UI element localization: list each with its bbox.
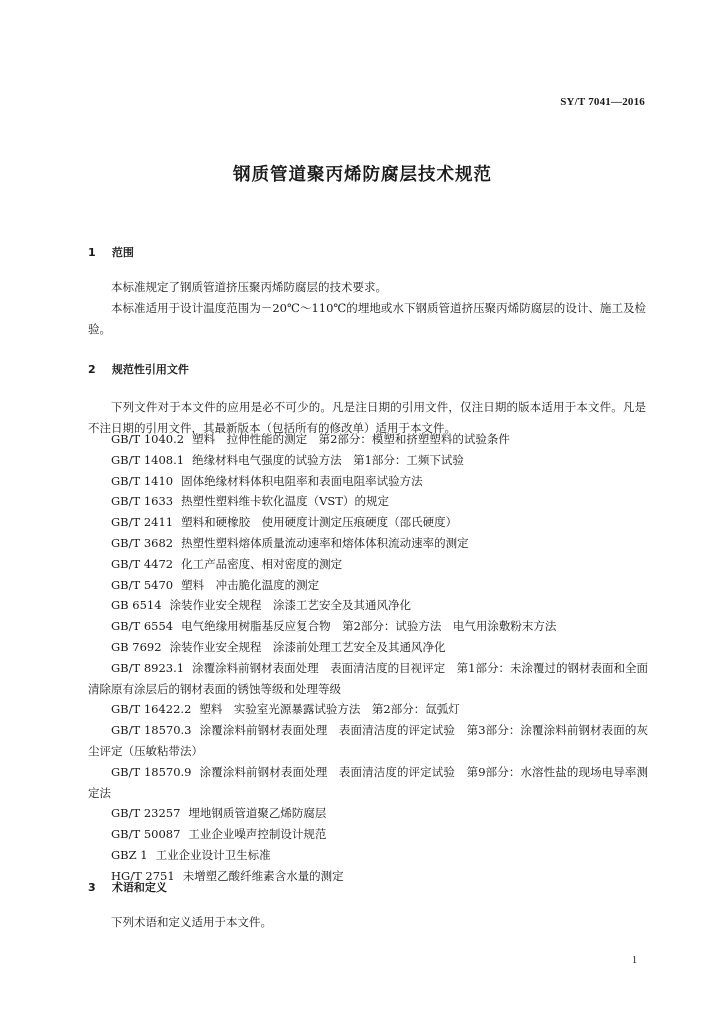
reference-item [88, 866, 648, 887]
reference-title: 工业企业噪声控制设计规范 [188, 827, 327, 842]
reference-title: 塑料 实验室光源暴露试验方法 第2部分：氙弧灯 [199, 702, 460, 717]
section-2-heading [88, 361, 189, 377]
reference-item [88, 512, 648, 533]
reference-code: GB 6514 [111, 598, 162, 613]
reference-title: 涂覆涂料前钢材表面处理 表面清洁度的评定试验 第9部分：水溶性盐的现场电导率测定法 [88, 764, 649, 800]
reference-title: 工业企业设计卫生标准 [155, 847, 271, 862]
reference-item [88, 762, 648, 804]
reference-item [88, 803, 648, 824]
reference-item [88, 699, 648, 720]
reference-item [88, 429, 648, 450]
reference-code: HG/T 2751 [111, 868, 175, 883]
reference-item [88, 554, 648, 575]
reference-title: 涂装作业安全规程 涂漆前处理工艺安全及其通风净化 [169, 639, 446, 654]
section-title: 范围 [111, 246, 134, 259]
section-number: 3 [88, 881, 96, 894]
reference-item [88, 616, 648, 637]
reference-item [88, 845, 648, 866]
reference-title: 化工产品密度、相对密度的测定 [181, 556, 343, 571]
reference-item [88, 595, 648, 616]
terms-intro: 下列术语和定义适用于本文件。 [111, 915, 272, 929]
reference-item [88, 658, 648, 700]
section-3-heading [88, 879, 167, 895]
section-1-heading [88, 244, 134, 260]
reference-title: 埋地钢质管道聚乙烯防腐层 [188, 806, 327, 821]
reference-item [88, 720, 648, 762]
reference-code: GB 7692 [111, 639, 162, 654]
reference-code: GB/T 6554 [111, 619, 174, 634]
scope-paragraph-2: 本标准适用于设计温度范围为－20℃～110℃的埋地或水下钢质管道挤压聚丙烯防腐层的设计、施工及检验。 [88, 301, 646, 336]
reference-code: GB/T 50087 [111, 827, 181, 842]
reference-code: GB/T 1410 [111, 473, 174, 488]
document-title: 钢质管道聚丙烯防腐层技术规范 [233, 165, 492, 185]
reference-title: 未增塑乙酸纤维素含水量的测定 [182, 868, 344, 883]
reference-code: GB/T 23257 [111, 806, 181, 821]
reference-item [88, 824, 648, 845]
reference-code: GB/T 2411 [111, 515, 174, 530]
reference-item [88, 450, 648, 471]
reference-code: GB/T 18570.3 [111, 723, 192, 738]
reference-title: 塑料和硬橡胶 使用硬度计测定压痕硬度（邵氏硬度） [181, 515, 458, 530]
reference-code: GB/T 3682 [111, 535, 174, 550]
reference-code: GB/T 1408.1 [111, 452, 185, 467]
reference-title: 绝缘材料电气强度的试验方法 第1部分：工频下试验 [192, 452, 464, 467]
section-title: 规范性引用文件 [111, 363, 189, 376]
reference-code: GBZ 1 [111, 847, 148, 862]
reference-code: GB/T 4472 [111, 556, 174, 571]
reference-item [88, 491, 648, 512]
reference-code: GB/T 18570.9 [111, 764, 192, 779]
reference-title: 电气绝缘用树脂基反应复合物 第2部分：试验方法 电气用涂敷粉末方法 [181, 619, 557, 634]
reference-code: GB/T 5470 [111, 577, 174, 592]
reference-code: GB/T 8923.1 [111, 660, 185, 675]
reference-item [88, 533, 648, 554]
reference-title: 热塑性塑料熔体质量流动速率和熔体体积流动速率的测定 [181, 535, 469, 550]
reference-code: GB/T 1040.2 [111, 432, 185, 446]
reference-item [88, 637, 648, 658]
reference-title: 涂覆涂料前钢材表面处理 表面清洁度的目视评定 第1部分：未涂覆过的钢材表面和全面清除原有涂层后的钢材表面的锈蚀等级和处理等级 [88, 660, 649, 696]
reference-title: 塑料 冲击脆化温度的测定 [181, 577, 320, 592]
section-number: 2 [88, 363, 96, 376]
standard-code: SY/T 7041—2016 [560, 96, 645, 108]
section-title: 术语和定义 [111, 881, 167, 894]
reference-title: 涂装作业安全规程 涂漆工艺安全及其通风净化 [169, 598, 412, 613]
reference-item [88, 471, 648, 492]
reference-title: 涂覆涂料前钢材表面处理 表面清洁度的评定试验 第3部分：涂覆涂料前钢材表面的灰尘评定（压敏粘带法） [88, 723, 649, 758]
reference-item [88, 575, 648, 596]
reference-list [88, 429, 648, 887]
scope-paragraph-1: 本标准规定了钢质管道挤压聚丙烯防腐层的技术要求。 [111, 280, 387, 294]
reference-code: GB/T 16422.2 [111, 702, 192, 717]
reference-title: 热塑性塑料维卡软化温度（VST）的规定 [181, 494, 389, 509]
reference-title: 固体绝缘材料体积电阻率和表面电阻率试验方法 [181, 473, 423, 488]
reference-code: GB/T 1633 [111, 494, 174, 509]
page-number: 1 [632, 955, 637, 966]
section-number: 1 [88, 246, 96, 259]
reference-title: 塑料 拉伸性能的测定 第2部分：模塑和挤塑塑料的试验条件 [192, 432, 510, 446]
normative-intro: 下列文件对于本文件的应用是必不可少的。凡是注日期的引用文件，仅注日期的版本适用于本文件。凡是不注日期的引用文件，其最新版本（包括所有的修改单）适用于本文件。 [88, 400, 646, 435]
